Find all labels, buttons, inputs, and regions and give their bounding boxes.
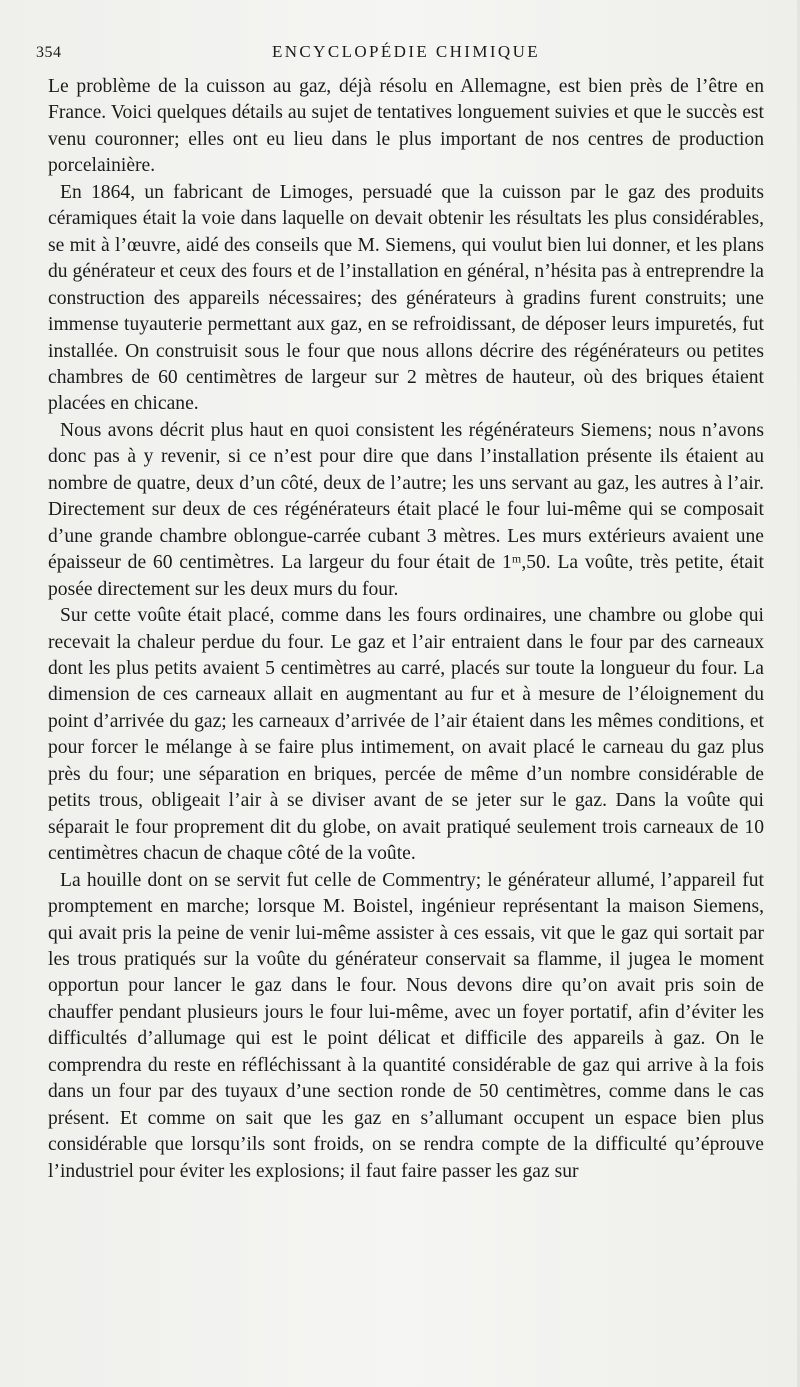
paragraph-4: Sur cette voûte était placé, comme dans les fours ordinaires, une chambre ou globe qui recevait la chaleur perdue du four. Le gaz et l’air entraient dans le four par des carneaux dont les plus petits avaient 5 centimètres au carré, placés sur toute la longueur du four. La dimension de ces carneaux allait en augmentant au fur et à mesure de l’éloignement du point d’arrivée du gaz; les carneaux d’arrivée de l’air étaient dans les mêmes conditions, et pour forcer le mélange à se faire plus intimement, on avait placé le carneau du gaz plus près du four; une séparation en briques, percée de même d’un nombre considérable de petits trous, obligeait l’air à se diviser avant de se jeter sur le gaz. Dans la voûte qui séparait le four proprement dit du globe, on avait pratiqué seulement trois carneaux de 10 centimètres chacun de chaque côté de la voûte.: [48, 605, 764, 865]
paragraph-3: Nous avons décrit plus haut en quoi consistent les régénérateurs Siemens; nous n’avons donc pas à y revenir, si ce n’est pour dire que dans l’installation présente ils étaient au nombre de quatre, deux d’un côté, deux de l’autre; les uns servant au gaz, les autres à l’air. Directement sur deux de ces régénérateurs était placé le four lui-même qui se composait d’une grande chambre oblongue-carrée cubant 3 mètres. Les murs extérieurs avaient une épaisseur de 60 centimètres. La largeur du four était de 1ᵐ,50. La voûte, très petite, était posée directement sur les deux murs du four.: [48, 419, 764, 600]
paragraph-2: En 1864, un fabricant de Limoges, persuadé que la cuisson par le gaz des produits céramiques était la voie dans laquelle on devait obtenir les résultats les plus considérables, se mit à l’œuvre, aidé des conseils que M. Siemens, qui voulut bien lui donner, et les plans du générateur et ceux des fours et de l’installation en général, n’hésita pas à entreprendre la construction des appareils nécessaires; des générateurs à gradins furent construits; une immense tuyauterie permettant aux gaz, en se refroidissant, de déposer leurs impuretés, fut installée. On construisit sous le four que nous allons décrire des régénérateurs ou petites chambres de 60 centimètres de largeur sur 2 mètres de hauteur, où des briques étaient placées en chicane.: [48, 181, 764, 415]
page-number: 354: [36, 44, 62, 61]
running-head: [36, 40, 764, 66]
paragraph-5: La houille dont on se servit fut celle de Commentry; le générateur allumé, l’appareil fut promptement en marche; lorsque M. Boistel, ingénieur représentant la maison Siemens, qui avait pris la peine de venir lui-même assister à ces essais, vit que le gaz qui sortait par les trous pratiqués sur la voûte du générateur conservait sa flamme, il jugea le moment opportun pour lancer le gaz dans le four. Nous devons dire qu’on avait pris soin de chauffer pendant plusieurs jours le four lui-même, avec un foyer portatif, afin d’éviter les difficultés d’allumage qui est le point délicat et difficile des appareils à gaz. On le comprendra du reste en réfléchissant à la quantité considérable de gaz qui arrive à la fois dans un four par des tuyaux d’une section ronde de 50 centimètres, comme dans le cas présent. Et comme on sait que les gaz en s’allumant occupent un espace bien plus considérable que lorsqu’ils sont froids, on se rendra compte de la difficulté qu’éprouve l’industriel pour éviter les explosions; il faut faire passer les gaz sur: [48, 869, 764, 1182]
paragraph-1: Le problème de la cuisson au gaz, déjà résolu en Allemagne, est bien près de l’être en France. Voici quelques détails au sujet de tentatives longuement suivies et que le succès est venu couronner; elles ont eu lieu dans le plus important de nos centres de production porcelainière.: [48, 76, 764, 177]
header-title: ENCYCLOPÉDIE CHIMIQUE: [271, 42, 541, 61]
body-text: [48, 74, 764, 1185]
